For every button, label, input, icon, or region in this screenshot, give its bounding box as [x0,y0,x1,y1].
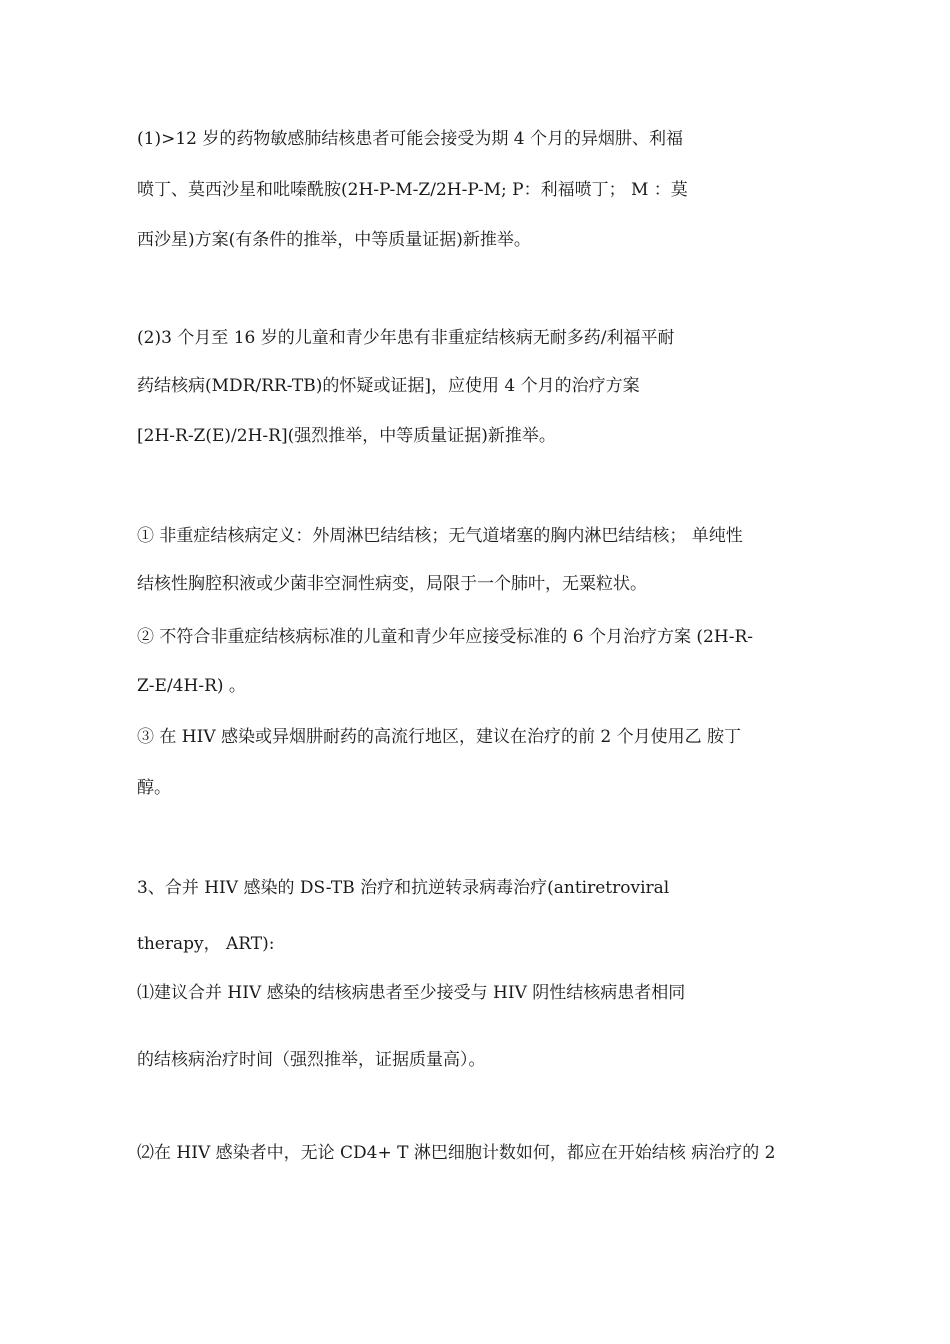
text-line-3: 西沙星)方案(有条件的推举，中等质量证据)新推举。 [137,230,531,250]
text-line-13: 3、合并 HIV 感染的 DS-TB 治疗和抗逆转录病毒治疗(antiretroviral [137,878,670,898]
text-line-11: ③ 在 HIV 感染或异烟肼耐药的高流行地区，建议在治疗的前 2 个月使用乙 胺丁 [137,727,742,747]
text-line-10: Z-E/4H-R) 。 [137,676,246,696]
text-line-14: therapy， ART): [137,934,275,954]
text-line-5: 药结核病(MDR/RR-TB)的怀疑或证据]，应使用 4 个月的治疗方案 [137,376,640,396]
text-line-9: ② 不符合非重症结核病标准的儿童和青少年应接受标准的 6 个月治疗方案 (2H-R- [137,627,753,647]
text-line-17: ⑵在 HIV 感染者中，无论 CD4+ T 淋巴细胞计数如何，都应在开始结核 病治疗的 2 [137,1143,776,1163]
text-line-6: [2H-R-Z(E)/2H-R](强烈推举，中等质量证据)新推举。 [137,426,556,446]
text-line-8: 结核性胸腔积液或少菌非空洞性病变，局限于一个肺叶，无粟粒状。 [137,574,647,594]
text-line-1: (1)>12 岁的药物敏感肺结核患者可能会接受为期 4 个月的异烟肼、利福 [137,129,683,149]
text-line-7: ① 非重症结核病定义：外周淋巴结结核；无气道堵塞的胸内淋巴结结核； 单纯性 [137,526,743,546]
text-line-12: 醇。 [137,778,171,798]
text-line-2: 喷丁、莫西沙星和吡嗪酰胺(2H-P-M-Z/2H-P-M; P：利福喷丁； M ：莫 [137,180,688,200]
text-line-16: 的结核病治疗时间（强烈推举，证据质量高）。 [137,1050,486,1070]
text-line-15: ⑴建议合并 HIV 感染的结核病患者至少接受与 HIV 阴性结核病患者相同 [137,983,686,1003]
text-line-4: (2)3 个月至 16 岁的儿童和青少年患有非重症结核病无耐多药/利福平耐 [137,328,675,348]
